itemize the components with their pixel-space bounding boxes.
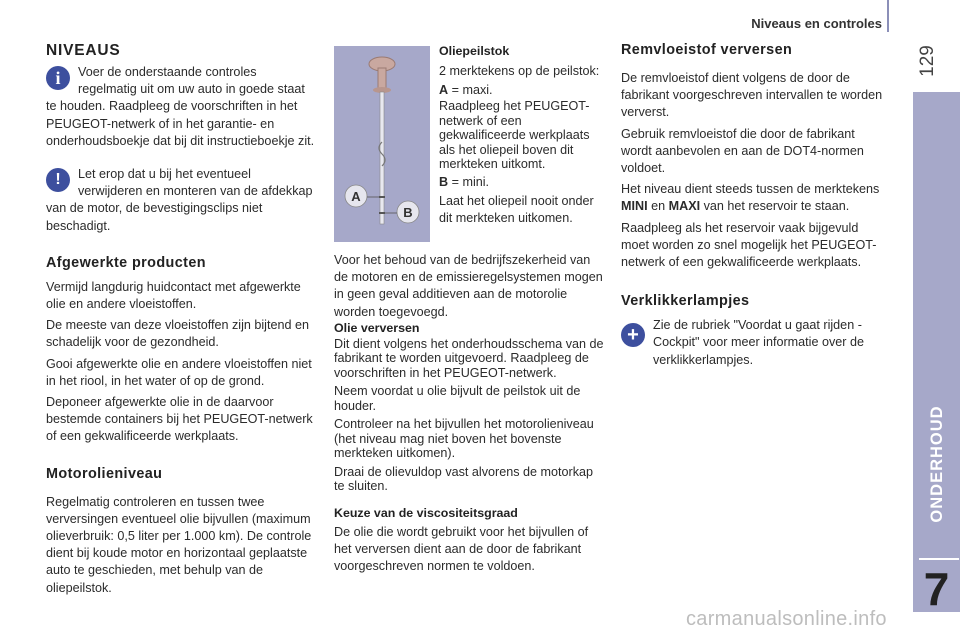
chapter-label: ONDERHOUD (928, 405, 946, 523)
warning-note (46, 166, 316, 239)
mark-a-value: = maxi. (448, 83, 493, 98)
plus-note (621, 317, 889, 373)
brake-level-text: van het reservoir te staan. (700, 199, 850, 214)
dipstick-title: Oliepeilstok (439, 44, 510, 58)
viscosity-title: Keuze van de viscositeitsgraad (334, 505, 518, 520)
column-right (621, 42, 889, 373)
oil-change-paragraph: Draai de olievuldop vast alvorens de motorkap te sluiten. (334, 464, 594, 494)
oil-change-paragraph: Dit dient volgens het onderhoudsschema van de fabrikant te worden uitgevoerd. Raadpleeg de voorschriften in het PEUGEOT-netwerk. (334, 336, 604, 380)
oil-change-title: Olie verversen (334, 320, 420, 335)
brake-level-paragraph (621, 181, 889, 215)
info-icon-wrap (46, 66, 70, 90)
mark-b-value: = mini. (448, 174, 490, 189)
dipstick-description (439, 44, 605, 232)
dipstick-figure (334, 46, 430, 242)
chapter-number: 7 (923, 563, 950, 615)
brake-level-max: MAXI (668, 199, 701, 214)
viscosity-paragraph: De olie die wordt gebruikt voor het bijvullen of het verversen dient aan de door de fabrikant voorgeschreven normen te voldoen. (334, 524, 589, 574)
info-icon: i (46, 66, 70, 90)
header-rule (887, 0, 889, 32)
paragraph: Regelmatig controleren en tussen twee verversingen eventueel olie bijvullen (maximum olieverbruik: 0,5 liter per 1.000 km). De controle dient bij koude motor en horizontaal geplaatste auto te geschieden, met behulp van de oliepeilstok. (46, 494, 312, 595)
figure-label-b: B (403, 205, 413, 220)
watermark: carmanualsonline.info (686, 608, 887, 630)
info-note-text: Voer de onderstaande controles regelmatig uit om uw auto in goede staat te houden. Raadpleeg de voorschriften in het PEUGEOT-netwerk of in het garantie- en onderhoudsboekje dat bij dit instructieboekje zit. (46, 65, 315, 148)
oil-change-paragraph: Neem voordat u olie bijvult de peilstok uit de houder. (334, 384, 581, 413)
brake-level-min: MINI (621, 199, 648, 214)
mark-a-line (439, 82, 605, 99)
paragraph: Gooi afgewerkte olie en andere vloeistoffen niet in het riool, in het water of op de grond. (46, 356, 312, 388)
paragraph: Vermijd langdurig huidcontact met afgewerkte olie en andere vloeistoffen. (46, 279, 301, 312)
section-title-motorolieniveau: Motorolieniveau (46, 465, 163, 482)
oil-change-paragraph: Controleer na het bijvullen het motorolieniveau (het niveau mag niet boven het bovenste merkteken uitkomen). (334, 417, 594, 461)
mark-b-line (439, 174, 605, 191)
plus-icon-wrap (621, 323, 645, 347)
page-header-title: Niveaus en controles (751, 16, 882, 31)
paragraph: De meeste van deze vloeistoffen zijn bijtend en schadelijk voor de gezondheid. (46, 318, 309, 350)
mark-b-key: B (439, 174, 449, 189)
chapter-divider (919, 558, 959, 560)
info-note (46, 64, 316, 154)
warning-icon: ! (46, 168, 70, 192)
section-title-niveaus: NIVEAUS (46, 42, 121, 59)
warning-icon-wrap (46, 168, 70, 192)
warranty-paragraph: Voor het behoud van de bedrijfszekerheid van de motoren en de emissieregelsystemen mogen in geen geval additieven aan de motorolie worden toegevoegd. (334, 253, 603, 319)
column-middle-lower (334, 252, 606, 579)
paragraph: Raadpleeg als het reservoir vaak bijgevuld moet worden zo snel mogelijk het PEUGEOT-netwerk of een gekwalificeerde werkplaats. (621, 220, 877, 270)
brake-level-text: en (647, 199, 669, 214)
section-title-afgewerkte-producten: Afgewerkte producten (46, 254, 206, 271)
paragraph: Gebruik remvloeistof die door de fabrikant wordt aanbevolen en aan de DOT4-normen voldoet. (621, 126, 864, 176)
column-left (46, 42, 316, 601)
mark-b-description: Laat het oliepeil nooit onder dit merkteken uitkomen. (439, 194, 594, 226)
paragraph: De remvloeistof dient volgens de door de fabrikant voorgeschreven intervallen te worden ververst. (621, 71, 883, 120)
chapter-side-tab (913, 92, 960, 615)
mark-a-description: Raadpleeg het PEUGEOT-netwerk of een gekwalificeerde werkplaats als het oliepeil boven dit merkteken uitkomt. (439, 99, 590, 172)
paragraph: Deponeer afgewerkte olie in de daarvoor bestemde containers bij het PEUGEOT-netwerk of een gekwalificeerde werkplaats. (46, 395, 313, 444)
plus-icon: + (621, 323, 645, 347)
mark-a-key: A (439, 83, 449, 98)
figure-label-a: A (351, 189, 361, 204)
warning-note-text: Let erop dat u bij het eventueel verwijderen en monteren van de afdekkap van de motor, de bevestigingsclips niet beschadigt. (46, 167, 313, 233)
section-title-remvloeistof: Remvloeistof verversen (621, 42, 793, 58)
dipstick-illustration (334, 46, 430, 242)
page-number: 129 (917, 45, 938, 77)
section-title-verklikkerlampjes: Verklikkerlampjes (621, 293, 750, 310)
dipstick-intro: 2 merktekens op de peilstok: (439, 64, 600, 78)
plus-note-text: Zie de rubriek "Voordat u gaat rijden - Cockpit" voor meer informatie over de verklikkerlampjes. (653, 318, 864, 367)
brake-level-text: Het niveau dient steeds tussen de merktekens (621, 182, 880, 197)
